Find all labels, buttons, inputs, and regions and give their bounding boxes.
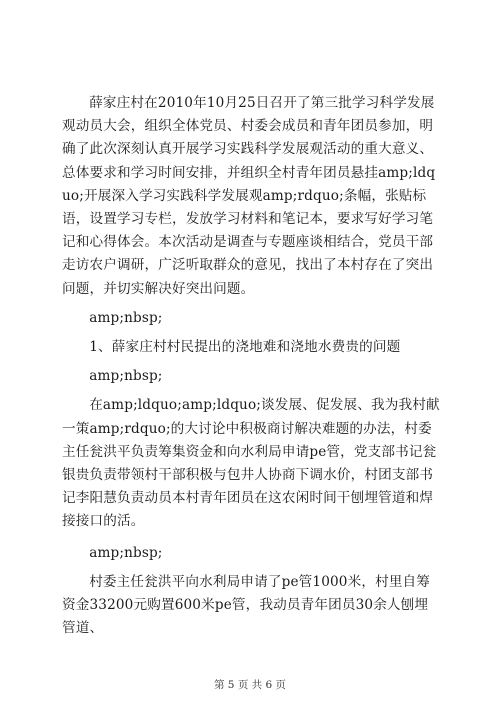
- paragraph-nbsp-2: amp;nbsp;: [89, 368, 163, 385]
- section-heading: 1、薛家庄村村民提出的浇地难和浇地水费贵的问题: [89, 339, 401, 356]
- paragraph-funding: 村委主任瓮洪平向水利局申请了pe管1000米，村里自筹资金33200元购置600米pe管，我动员青年团员30余人刨埋管道、: [62, 573, 431, 637]
- page-number-footer: 第 5 页 共 6 页: [213, 679, 287, 691]
- paragraph-nbsp-3: amp;nbsp;: [89, 544, 163, 561]
- paragraph-intro: 薛家庄村在2010年10月25日召开了第三批学习科学发展观动员大会，组织全体党员、村委会成员和青年团员参加，明确了此次深刻认真开展学习实践科学发展观活动的重大意义、总体要求和学习时间安排，并组织全村青年团员悬挂amp;ldquo;开展深入学习实践科学发展观amp;rdquo;条幅，张贴标语，设置学习专栏，发放学习材料和笔记本，要求写好学习笔记和心得体会。本次活动是调查与专题座谈相结合，党员干部走访农户调研，广泛听取群众的意见，找出了本村存在了突出问题，并切实解决好突出问题。: [62, 95, 436, 297]
- document-body: [62, 92, 440, 640]
- paragraph-discussion: 在amp;ldquo;amp;ldquo;谈发展、促发展、我为我村献一策amp;rdquo;的大讨论中积极商讨解决难题的办法，村委主任瓮洪平负责筹集资金和向水利局申请pe管，党支部书记瓮银贵负责带领村干部积极与包井人协商下调水价，村团支部书记李阳慧负责动员本村青年团员在这农闲时间干刨埋管道和焊接接口的活。: [62, 397, 440, 530]
- paragraph-nbsp-1: amp;nbsp;: [89, 309, 163, 326]
